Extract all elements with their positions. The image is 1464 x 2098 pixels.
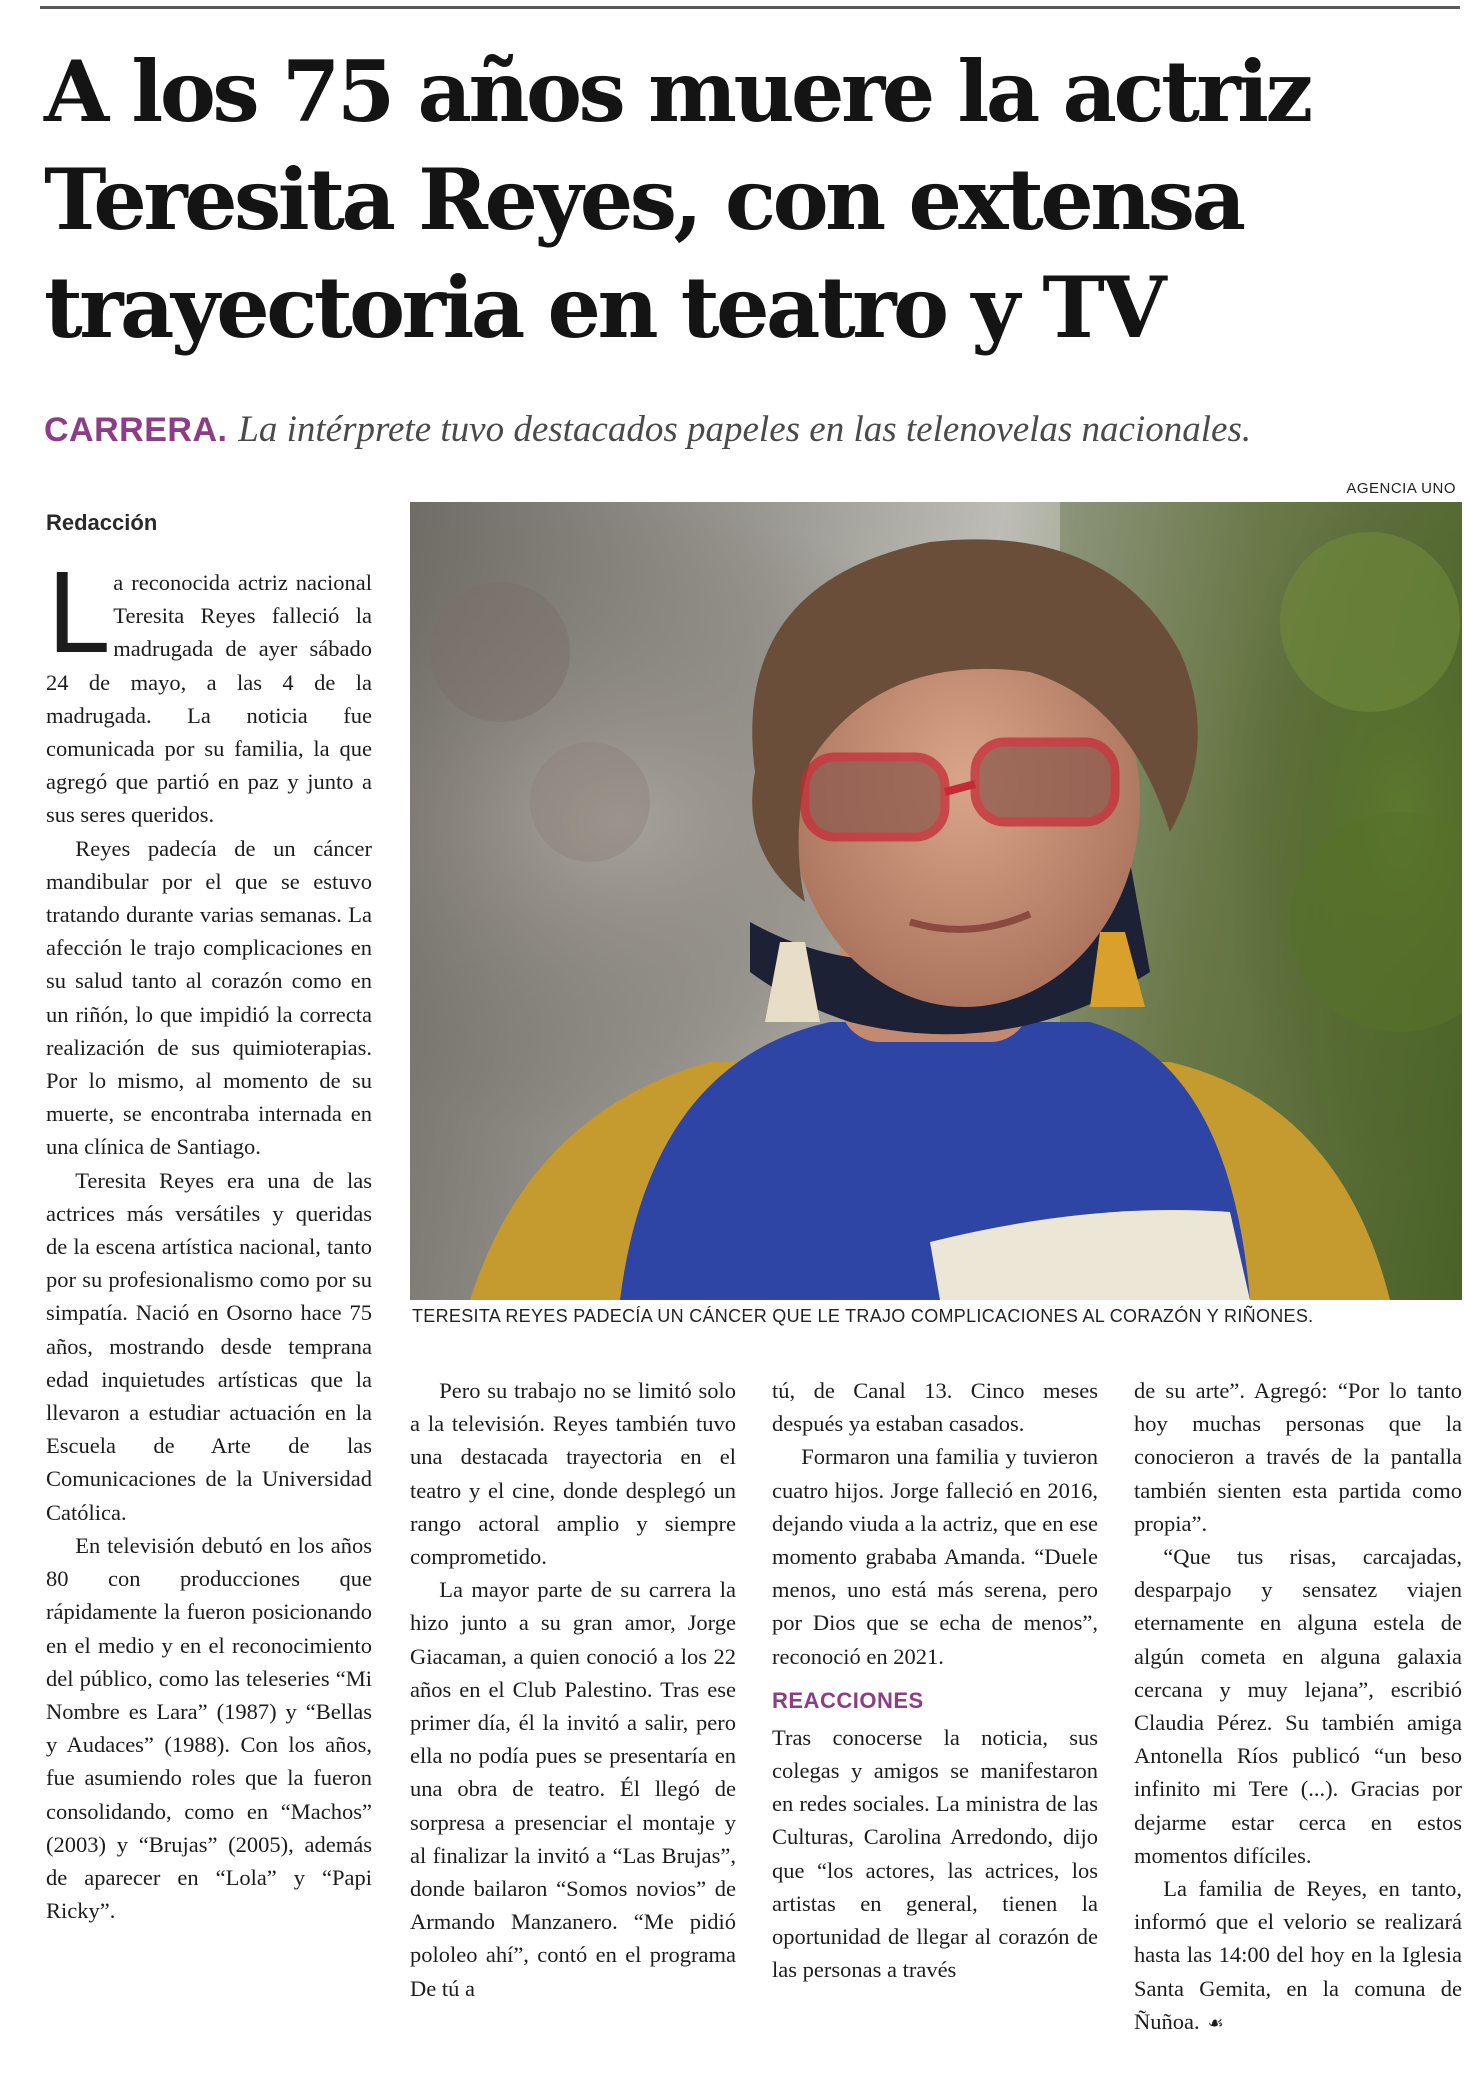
- kicker: CARRERA.: [44, 411, 228, 449]
- paragraph: Pero su trabajo no se limitó solo a la televisión. Reyes también tuvo una destacada trayectoria en el teatro y el cine, donde desplegó un rango actoral amplio y siempre comprometido.: [410, 1378, 736, 1570]
- article-column-4: [1134, 1374, 1462, 2040]
- photo-caption: TERESITA REYES PADECÍA UN CÁNCER QUE LE TRAJO COMPLICACIONES AL CORAZÓN Y RIÑONES.: [412, 1306, 1314, 1326]
- article-column-2: [410, 1374, 736, 2005]
- headline-line-3: trayectoria en teatro y TV: [44, 258, 1164, 357]
- article-column-1: [46, 550, 372, 1927]
- top-rule: [40, 6, 1460, 9]
- subtitle: La intérprete tuvo destacados papeles en las telenovelas nacionales.: [238, 409, 1252, 450]
- paragraph: Formaron una familia y tuvieron cuatro hijos. Jorge falleció en 2016, dejando viuda a la actriz, que en ese momento grababa Amanda. “Duele menos, uno está más serena, pero por Dios que se echa de menos”, reconoció en 2021.: [772, 1444, 1098, 1669]
- headline: [44, 38, 1454, 362]
- photo-credit: AGENCIA UNO: [1346, 480, 1456, 497]
- paragraph: La mayor parte de su carrera la hizo junto a su gran amor, Jorge Giacaman, a quien conoció a los 22 años en el Club Palestino. Tras ese primer día, él la invitó a salir, pero ella no podía pues se presentaría en una obra de teatro. Él llegó de sorpresa a presenciar el montaje y al finalizar la invitó a “Las Brujas”, donde bailaron “Somos novios” de Armando Manzanero. “Me pidió pololeo ahí”, contó en el programa De tú a: [410, 1577, 736, 2001]
- paragraph: de su arte”. Agregó: “Por lo tanto hoy muchas personas que la conocieron a través de la pantalla también sienten esta partida como propia”.: [1134, 1378, 1462, 1536]
- paragraph: “Que tus risas, carcajadas, desparpajo y sensatez viajen eternamente en alguna estela de algún cometa en alguna galaxia cercana y muy lejana”, escribió Claudia Pérez. Su también amiga Antonella Ríos publicó “un beso infinito mi Tere (...). Gracias por dejarme estar cerca en estos momentos difíciles.: [1134, 1544, 1462, 1868]
- portrait-illustration: [410, 502, 1462, 1300]
- headline-line-1: A los 75 años muere la actriz: [44, 42, 1310, 141]
- paragraph: La reconocida actriz nacional Teresita Reyes falleció la madrugada de ayer sábado 24 de mayo, a las 4 de la madrugada. La noticia fue comunicada por su familia, la que agregó que partió en paz y junto a sus seres queridos.: [46, 550, 372, 828]
- paragraph-text: La familia de Reyes, en tanto, informó que el velorio se realizará hasta las 14:00 del hoy en la Iglesia Santa Gemita, en la comuna de Ñuñoa.: [1134, 1876, 1462, 2034]
- end-mark-icon: ☙: [1207, 2012, 1224, 2034]
- headline-line-2: Teresita Reyes, con extensa: [44, 150, 1243, 249]
- paragraph: Reyes padecía de un cáncer mandibular por el que se estuvo tratando durante varias semanas. La afección le trajo complicaciones en su salud tanto al corazón como en un riñón, lo que impidió la correcta realización de sus quimioterapias. Por lo mismo, al momento de su muerte, se encontraba internada en una clínica de Santiago.: [46, 835, 372, 1160]
- paragraph: Tras conocerse la noticia, sus colegas y amigos se manifestaron en redes sociales. La ministra de las Culturas, Carolina Arredondo, dijo que “los actores, las actrices, los artistas en general, tienen la oportunidad de llegar al corazón de las personas a través: [772, 1724, 1098, 1983]
- article-column-3: [772, 1374, 1098, 1986]
- paragraph: tú, de Canal 13. Cinco meses después ya estaban casados.: [772, 1378, 1098, 1437]
- paragraph: En televisión debutó en los años 80 con producciones que rápidamente la fueron posicionando en el medio y en el reconocimiento del público, como las teleseries “Mi Nombre es Lara” (1987) y “Bellas y Audaces” (1988). Con los años, fue asumiendo roles que la fueron consolidando, como en “Machos” (2003) y “Brujas” (2005), además de aparecer en “Lola” y “Papi Ricky”.: [46, 1532, 372, 1924]
- paragraph: Teresita Reyes era una de las actrices más versátiles y queridas de la escena artística nacional, tanto por su profesionalismo como por su simpatía. Nació en Osorno hace 75 años, mostrando desde temprana edad inquietudes artísticas que la llevaron a estudiar actuación en la Escuela de Arte de las Comunicaciones de la Universidad Católica.: [46, 1167, 372, 1525]
- portrait-photo: [410, 502, 1462, 1300]
- section-heading-reacciones: REACCIONES: [772, 1687, 924, 1713]
- byline: Redacción: [46, 510, 158, 535]
- paragraph-final: [1134, 1872, 1462, 2040]
- deck: [44, 408, 1454, 452]
